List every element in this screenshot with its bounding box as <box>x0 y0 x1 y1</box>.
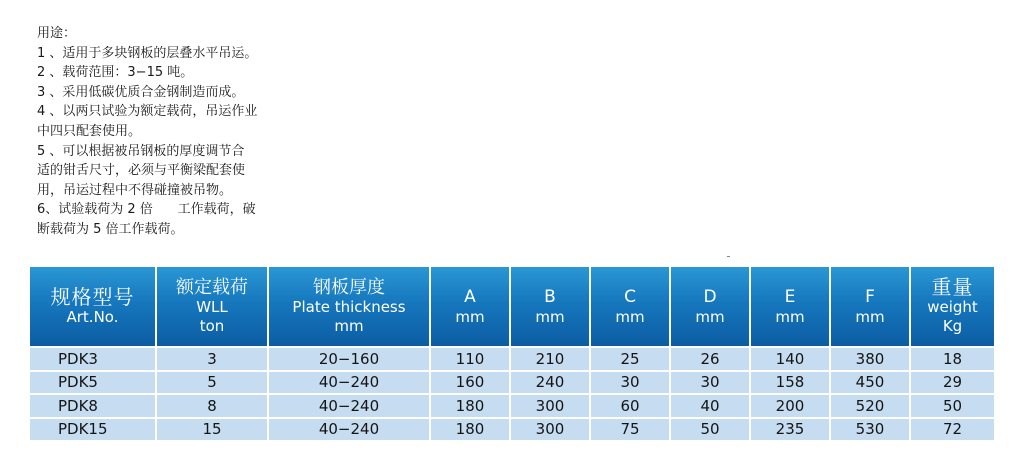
cell-f: 520 <box>831 393 911 417</box>
cell-d: 40 <box>671 393 751 417</box>
cell-wll: 8 <box>157 393 269 417</box>
cell-c: 75 <box>591 417 671 441</box>
usage-line: 3 、采用低碳优质合金钢制造而成。 <box>37 84 245 100</box>
header-e: E mm <box>751 267 831 346</box>
header-c: C mm <box>591 267 671 346</box>
spec-table <box>30 267 994 440</box>
table-row <box>30 393 994 417</box>
usage-line: 中四只配套使用。 <box>37 123 142 139</box>
cell-b: 300 <box>511 417 591 441</box>
cell-d: 50 <box>671 417 751 441</box>
usage-line: 用，吊运过程中不得碰撞被吊物。 <box>37 182 233 198</box>
cell-e: 235 <box>751 417 831 441</box>
usage-line: 4 、以两只试验为额定载荷，吊运作业 <box>37 104 258 120</box>
cell-weight: 50 <box>911 393 994 417</box>
cell-b: 210 <box>511 346 591 370</box>
cell-model: PDK8 <box>30 393 157 417</box>
cell-wll: 3 <box>157 346 269 370</box>
cell-weight: 18 <box>911 346 994 370</box>
cell-c: 30 <box>591 370 671 394</box>
usage-line: 1 、适用于多块钢板的层叠水平吊运。 <box>37 45 258 61</box>
cell-wll: 15 <box>157 417 269 441</box>
usage-line: 适的钳舌尺寸，必须与平衡梁配套使 <box>37 163 246 179</box>
cell-b: 300 <box>511 393 591 417</box>
usage-line: 6、试验载荷为 2 倍 工作载荷，破 <box>37 202 256 218</box>
header-wll: 额定载荷 WLL ton <box>157 267 269 346</box>
usage-line: 断载荷为 5 倍工作载荷。 <box>37 221 184 237</box>
usage-line: 2 、载荷范围：3−15 吨。 <box>37 65 194 81</box>
header-plate-thickness: 钢板厚度 Plate thickness mm <box>269 267 431 346</box>
header-a: A mm <box>431 267 511 346</box>
cell-plate: 40−240 <box>269 370 431 394</box>
cell-model: PDK5 <box>30 370 157 394</box>
table-row <box>30 346 994 370</box>
header-b: B mm <box>511 267 591 346</box>
cell-plate: 40−240 <box>269 393 431 417</box>
cell-weight: 29 <box>911 370 994 394</box>
stray-mark <box>727 256 730 257</box>
cell-a: 110 <box>431 346 511 370</box>
header-model: 规格型号 Art.No. <box>30 267 157 346</box>
cell-e: 200 <box>751 393 831 417</box>
header-f: F mm <box>831 267 911 346</box>
header-weight: 重量 weight Kg <box>911 267 994 346</box>
usage-line: 5 、可以根据被吊钢板的厚度调节合 <box>37 143 245 159</box>
usage-heading: 用途： <box>37 26 77 41</box>
cell-c: 60 <box>591 393 671 417</box>
cell-a: 180 <box>431 417 511 441</box>
cell-f: 530 <box>831 417 911 441</box>
cell-plate: 40−240 <box>269 417 431 441</box>
table-row <box>30 370 994 394</box>
cell-plate: 20−160 <box>269 346 431 370</box>
cell-model: PDK15 <box>30 417 157 441</box>
header-d: D mm <box>671 267 751 346</box>
cell-a: 180 <box>431 393 511 417</box>
cell-e: 140 <box>751 346 831 370</box>
cell-f: 380 <box>831 346 911 370</box>
cell-d: 30 <box>671 370 751 394</box>
cell-d: 26 <box>671 346 751 370</box>
table-header-row <box>30 267 994 346</box>
cell-a: 160 <box>431 370 511 394</box>
cell-c: 25 <box>591 346 671 370</box>
cell-e: 158 <box>751 370 831 394</box>
cell-model: PDK3 <box>30 346 157 370</box>
usage-section <box>37 24 307 240</box>
cell-f: 450 <box>831 370 911 394</box>
table-row <box>30 417 994 441</box>
cell-weight: 72 <box>911 417 994 441</box>
cell-b: 240 <box>511 370 591 394</box>
cell-wll: 5 <box>157 370 269 394</box>
